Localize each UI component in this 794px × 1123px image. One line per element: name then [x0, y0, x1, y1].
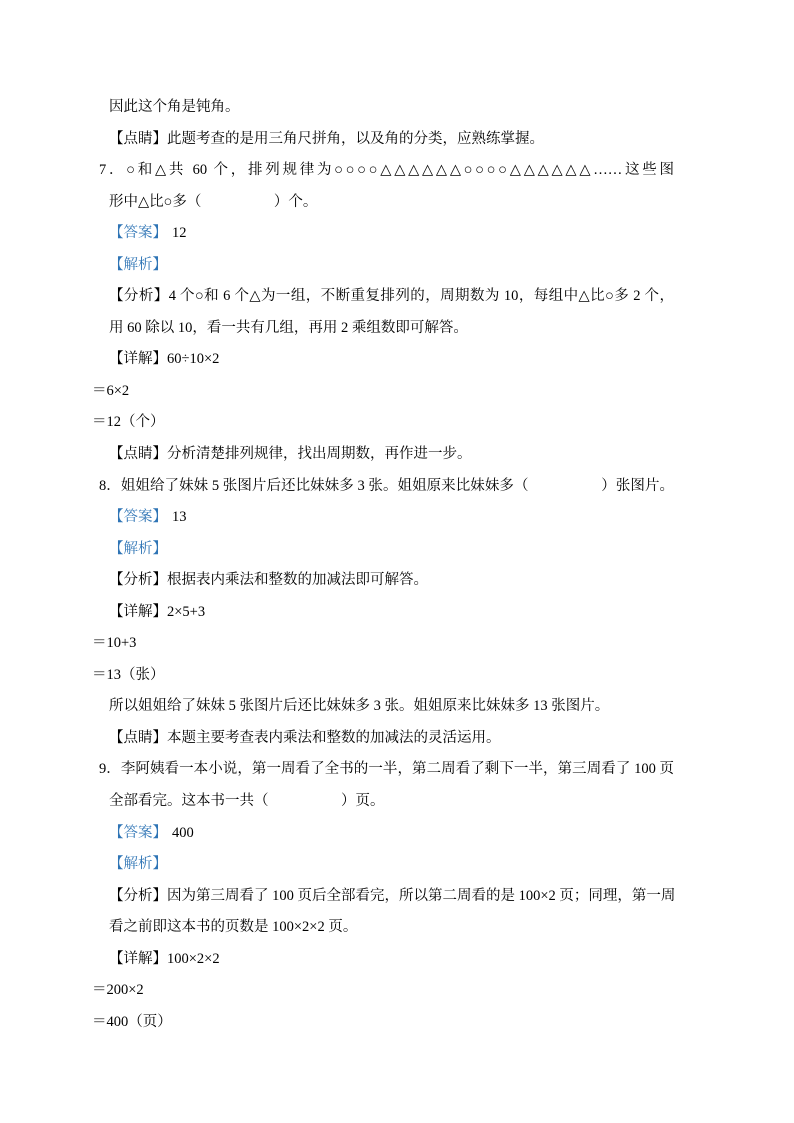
- answer-marker: 【答案】: [109, 824, 167, 841]
- q9-equation-step-2: ＝400（页）: [92, 1013, 172, 1030]
- q7-equation-step-1: ＝6×2: [92, 382, 130, 399]
- q8-jiexi-line: [92, 534, 674, 566]
- q8-answer-line: [92, 502, 674, 534]
- q9-stem-line-2: 全部看完。这本书一共（ ）页。: [109, 793, 385, 810]
- q8-dianjing-line: 【点睛】本题主要考查表内乘法和整数的加减法的灵活运用。: [109, 729, 501, 746]
- q9-xiangjie-line: 【详解】100×2×2: [109, 950, 220, 967]
- document-page: [92, 92, 674, 1038]
- q9-fenxi-line-2: 看之前即这本书的页数是 100×2×2 页。: [109, 919, 358, 936]
- q8-equation-step-2: ＝13（张）: [92, 666, 165, 683]
- q8-stem-line: 8．姐姐给了妹妹 5 张图片后还比妹妹多 3 张。姐姐原来比妹妹多（ ）张图片。: [99, 477, 674, 494]
- q9-equation-step-1: ＝200×2: [92, 982, 144, 999]
- q7-stem-line-2: 形中△比○多（ ）个。: [109, 193, 318, 210]
- answer-marker: 【答案】: [109, 509, 167, 526]
- answer-value: 12: [172, 225, 187, 242]
- q7-jiexi-line: [92, 250, 674, 282]
- jiexi-marker: 【解析】: [109, 856, 167, 873]
- answer-marker: 【答案】: [109, 225, 167, 242]
- q7-equation-step-2: ＝12（个）: [92, 414, 165, 431]
- q8-conclusion-line: 所以姐姐给了妹妹 5 张图片后还比妹妹多 3 张。姐姐原来比妹妹多 13 张图片。: [109, 698, 610, 715]
- q7-stem-line-1: 7．○和△共 60 个，排列规律为○○○○△△△△△△○○○○△△△△△△……这些图: [99, 162, 674, 179]
- q9-jiexi-line: [92, 849, 674, 881]
- q9-fenxi-line-1: 【分析】因为第三周看了 100 页后全部看完，所以第二周看的是 100×2 页；同理，第一周: [109, 887, 676, 904]
- jiexi-marker: 【解析】: [109, 540, 167, 557]
- q7-answer-line: [92, 218, 674, 250]
- q7-fenxi-line-2: 用 60 除以 10，看一共有几组，再用 2 乘组数即可解答。: [109, 319, 468, 336]
- answer-value: 13: [172, 509, 187, 526]
- q7-xiangjie-line: 【详解】60÷10×2: [109, 351, 220, 368]
- q8-equation-step-1: ＝10+3: [92, 635, 137, 652]
- q9-answer-line: [92, 818, 674, 850]
- answer-value: 400: [172, 824, 194, 841]
- jiexi-marker: 【解析】: [109, 256, 167, 273]
- q8-fenxi-line: 【分析】根据表内乘法和整数的加减法即可解答。: [109, 572, 428, 589]
- q6-dianjing-line: 【点睛】此题考查的是用三角尺拼角，以及角的分类，应熟练掌握。: [109, 130, 544, 147]
- q8-xiangjie-line: 【详解】2×5+3: [109, 603, 206, 620]
- q7-dianjing-line: 【点睛】分析清楚排列规律，找出周期数，再作进一步。: [109, 446, 472, 463]
- q7-fenxi-line-1: 【分析】4 个○和 6 个△为一组，不断重复排列的，周期数为 10，每组中△比○多 2 个，: [109, 288, 674, 305]
- q6-conclusion-line: 因此这个角是钝角。: [109, 99, 240, 115]
- q9-stem-line-1: 9．李阿姨看一本小说，第一周看了全书的一半，第二周看了剩下一半，第三周看了 100 页: [99, 761, 674, 778]
